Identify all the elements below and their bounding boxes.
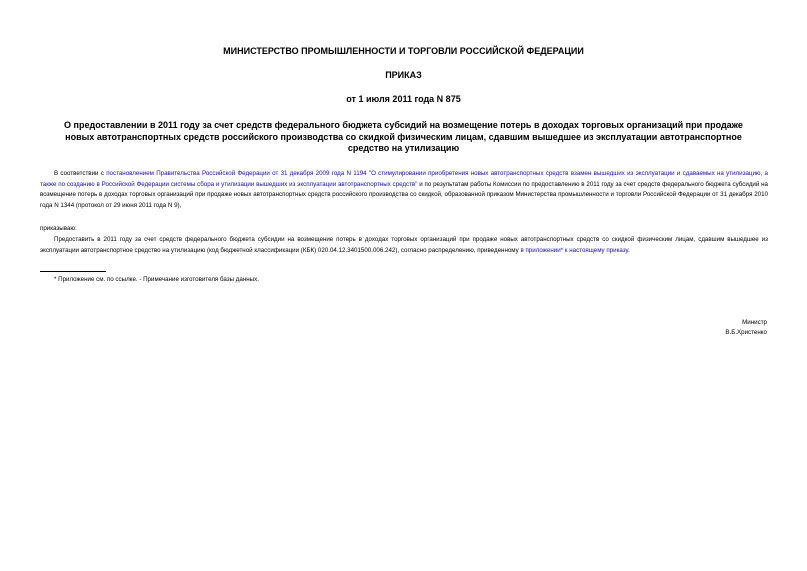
order-rest: . xyxy=(628,246,630,254)
document-date: от 1 июля 2011 года N 875 xyxy=(346,94,461,104)
ministry-heading: МИНИСТЕРСТВО ПРОМЫШЛЕННОСТИ И ТОРГОВЛИ РОССИЙСКОЙ ФЕДЕРАЦИИ xyxy=(223,46,584,56)
order-paragraph xyxy=(40,235,768,256)
document-title: О предоставлении в 2011 году за счет средств федерального бюджета субсидий на возмещение потерь в доходах торговых организаций при продаже новых автотранспортных средств российского производства со скидкой физическим лицам, сдавшим вышедшее из эксплуатации автотранспортное средство на утилизацию xyxy=(64,120,743,153)
signature-name: В.Б.Христенко xyxy=(725,329,767,336)
document-type: ПРИКАЗ xyxy=(385,70,422,80)
government-decree-link[interactable]: постановлением Правительства Российской Федерации от 31 декабря 2009 года N 1194 "О стимулировании приобретения новых автотранспортных средств взамен вышедших из эксплуатации и сдаваемых на утилизацию, а также по созданию в Российской Федерации системы сбора и утилизации вышедших из эксплуатации автотранспортных средств" xyxy=(40,170,769,188)
signature-position: Министр xyxy=(742,319,767,326)
footnote: * Приложение см. по ссылке. - Примечание изготовителя базы данных. xyxy=(54,276,259,283)
preamble-paragraph xyxy=(40,169,768,211)
appendix-link[interactable]: в приложении* к настоящему приказу xyxy=(520,246,629,254)
preamble-lead: В соответствии с xyxy=(54,170,107,177)
order-lead: Предоставить в 2011 году за счет средств федерального бюджета субсидии на возмещение потерь в доходах торговых организаций при продаже новых автотранспортных средств со скидкой физическим лицам, сдавшим вышедшее из эксплуатации автотранспортное средство на утилизацию (код бюджетной классификации (КБК) 020.04.12.3401500.006.242), согласно распределению, приведенному xyxy=(40,236,768,254)
preamble-rest: и по результатам работы Комиссии по предоставлению в 2011 году за счет средств федерального бюджета субсидий на возмещение потерь в доходах торговых организаций при продаже новых автотранспортных средств российского производства со скидкой, образованной приказом Министерства промышленности и торговли Российской Федерации от 31 декабря 2010 года N 1344 (протокол от 29 июня 2011 года N 9), xyxy=(40,180,769,209)
footnote-divider xyxy=(40,271,106,272)
order-label: приказываю: xyxy=(40,225,77,232)
